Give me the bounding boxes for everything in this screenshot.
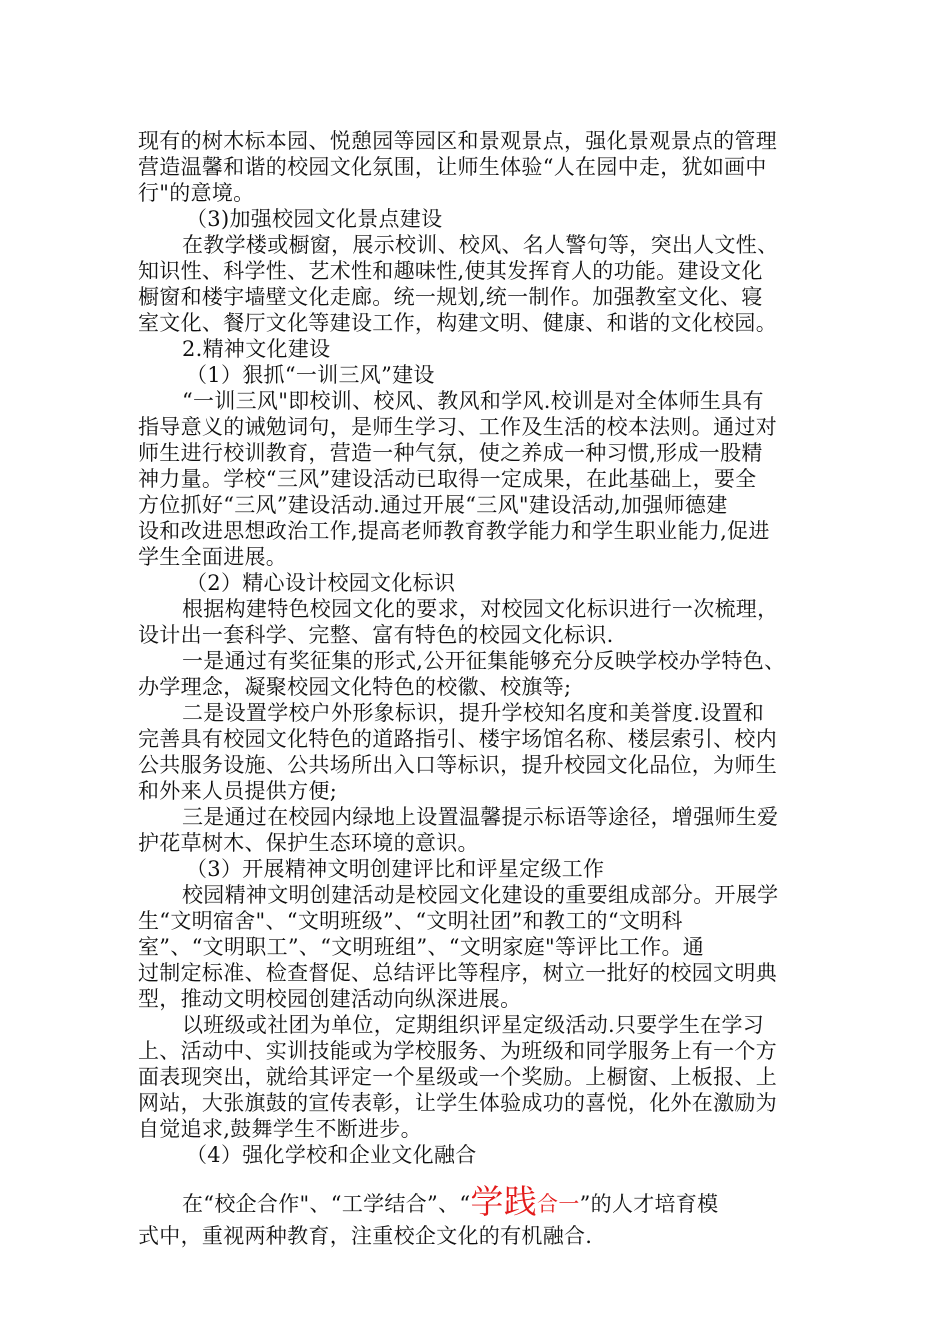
text-line: 橱窗和楼宇墙壁文化走廊。统一规划,统一制作。加强教室文化、寝: [138, 285, 763, 309]
text-line: [138, 1182, 828, 1221]
text-line: 学生全面进展。: [138, 545, 288, 569]
text-line: 设计出一套科学、完整、富有特色的校园文化标识.: [138, 623, 614, 647]
text-line: 二是设置学校户外形象标识，提升学校知名度和美誉度.设置和: [182, 701, 765, 725]
text-line: （4）强化学校和企业文化融合: [186, 1143, 477, 1167]
text-line: 三是通过在校园内绿地上设置温馨提示标语等途径，增强师生爱: [182, 805, 779, 829]
text-line: 过制定标准、检查督促、总结评比等程序，树立一批好的校园文明典: [138, 961, 777, 985]
text-line: 以班级或社团为单位，定期组织评星定级活动.只要学生在学习: [182, 1013, 765, 1037]
text-line: （3)加强校园文化景点建设: [186, 207, 443, 231]
text-line: 方位抓好“三风”建设活动.通过开展“三风"建设活动,加强师德建: [138, 493, 728, 517]
text-line: 网站，大张旗鼓的宣传表彰，让学生体验成功的喜悦，化外在激励为: [138, 1091, 777, 1115]
text-line: 生“文明宿舍"、“文明班级”、“文明社团”和教工的“文明科: [138, 909, 683, 933]
text-line: 公共服务设施、公共场所出入口等标识，提升校园文化品位，为师生: [138, 753, 777, 777]
text-line: 设和改进思想政治工作,提高老师教育教学能力和学生职业能力,促进: [138, 519, 770, 543]
text-segment: 在“校企合作"、“工学结合”、“: [182, 1192, 471, 1216]
text-line: 室文化、餐厅文化等建设工作，构建文明、健康、和谐的文化校园。: [138, 311, 777, 335]
text-line: 现有的树木标本园、悦憩园等园区和景观景点，强化景观景点的管理: [138, 129, 777, 153]
text-line: 和外来人员提供方便;: [138, 779, 338, 803]
text-line: 一是通过有奖征集的形式,公开征集能够充分反映学校办学特色、: [182, 649, 786, 673]
final-paragraph: [138, 1182, 828, 1252]
text-line: 神力量。学校“三风”建设活动已取得一定成果，在此基础上，要全: [138, 467, 757, 491]
text-line: （2）精心设计校园文化标识: [186, 571, 456, 595]
document-body: [138, 128, 828, 1252]
text-line: （1）狠抓“一训三风”建设: [186, 363, 435, 387]
text-line: 上、活动中、实训技能或为学校服务、为班级和同学服务上有一个方: [138, 1039, 777, 1063]
text-line: 自觉追求,鼓舞学生不断进步。: [138, 1117, 422, 1141]
text-line: 室”、“文明职工”、“文明班组”、“文明家庭"等评比工作。通: [138, 935, 705, 959]
text-line: 知识性、科学性、艺术性和趣味性,使其发挥育人的功能。建设文化: [138, 259, 763, 283]
text-line: 型，推动文明校园创建活动向纵深进展。: [138, 987, 522, 1011]
text-segment: ”的人才培育模: [579, 1192, 719, 1216]
red-text: 合一: [537, 1192, 580, 1216]
text-line: 办学理念，凝聚校园文化特色的校徽、校旗等;: [138, 675, 572, 699]
text-line: 师生进行校训教育，营造一种气氛，使之养成一种习惯,形成一股精: [138, 441, 763, 465]
text-line: 护花草树木、保护生态环境的意识。: [138, 831, 479, 855]
text-line: 面表现突出，就给其评定一个星级或一个奖励。上橱窗、上板报、上: [138, 1065, 777, 1089]
text-line: 校园精神文明创建活动是校园文化建设的重要组成部分。开展学: [182, 883, 779, 907]
text-line: 完善具有校园文化特色的道路指引、楼宇场馆名称、楼层索引、校内: [138, 727, 777, 751]
text-line: （3）开展精神文明创建评比和评星定级工作: [186, 857, 605, 881]
text-line: 式中，重视两种教育，注重校企文化的有机融合.: [138, 1224, 593, 1248]
text-line: 行"的意境。: [138, 181, 255, 205]
text-line: 指导意义的诫勉词句，是师生学习、工作及生活的校本法则。通过对: [138, 415, 777, 439]
text-line: 在教学楼或橱窗，展示校训、校风、名人警句等，突出人文性、: [182, 233, 779, 257]
text-line: 根据构建特色校园文化的要求，对校园文化标识进行一次梳理，: [182, 597, 779, 621]
text-line: 2.精神文化建设: [182, 337, 331, 361]
red-emphasis-text: 学践: [470, 1182, 538, 1221]
text-line: 营造温馨和谐的校园文化氛围，让师生体验“人在园中走，犹如画中: [138, 155, 767, 179]
text-line: “一训三风"即校训、校风、教风和学风.校训是对全体师生具有: [182, 389, 764, 413]
